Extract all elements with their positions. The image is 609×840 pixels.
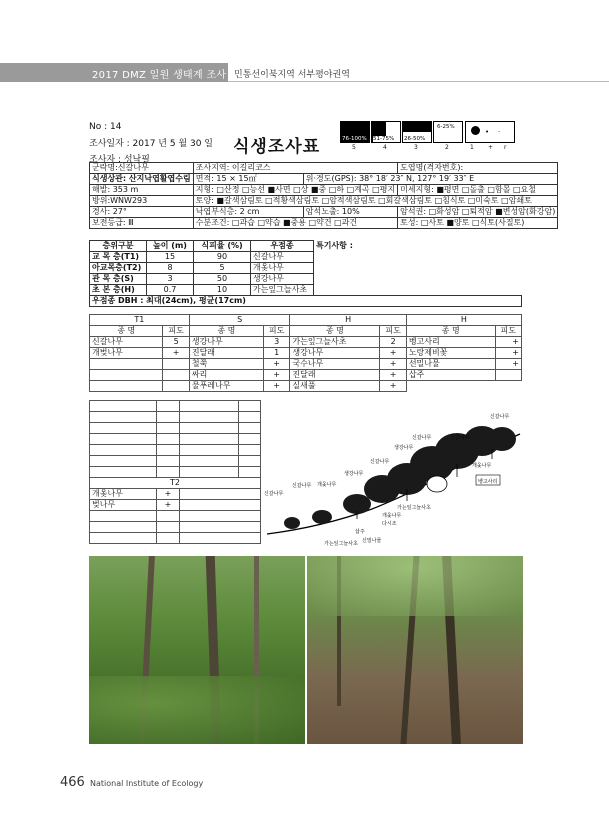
cover-header: 피도 [263,326,289,337]
species-name: 개벚나무 [90,348,163,359]
surveyor: 조사자 : 성낙필 [89,155,150,165]
blank-row [90,456,261,467]
layer-height: 0.7 [147,285,194,296]
species-name: 신갈나무 [90,337,163,348]
species-row [90,370,522,381]
diagram-label: 신갈나무 [490,414,510,420]
empty-cell [90,401,157,412]
layer-table [89,240,522,307]
empty-cell [156,467,179,478]
diagram-label: 신갈나무 [370,459,390,465]
species-cover: + [495,359,521,370]
species-name: 선밀나물 [406,359,495,370]
empty-cell [163,370,189,381]
empty-cell [239,423,261,434]
species-name-header: 종 명 [290,326,380,337]
species-cover: + [495,337,521,348]
empty-cell [406,381,495,392]
species-cover: + [263,381,289,392]
gps-coordinates: 위·경도(GPS): 38° 18′ 23″ N, 127° 19′ 33″ E [303,174,558,185]
empty-cell [163,381,189,392]
empty-cell [90,445,157,456]
site-row-6 [90,218,558,229]
header-box [0,63,228,82]
species-cover: 3 [263,337,289,348]
site-row-5 [90,207,558,218]
diagram-label: 신갈나무 [292,483,312,489]
diagram-label: 개옻나무 [382,513,402,519]
layer-dominant: 신갈나무 [251,252,314,263]
species-name: 벚나무 [90,500,157,511]
litter-layer: 낙엽부식층: 2 cm [193,207,303,218]
species-cover: + [380,370,406,381]
layer-height: 3 [147,274,194,285]
empty-cell [156,423,179,434]
empty-cell [90,467,157,478]
species-cover: + [263,359,289,370]
species-cover [495,370,521,381]
legend-value-r: r [504,144,507,151]
species-cover: + [380,359,406,370]
cover-col-header: 식피율 (%) [194,241,251,252]
legend-small-swatch [465,121,515,143]
species-row [90,489,261,500]
empty-cell [90,370,163,381]
legend-value-1: 1 [470,144,474,151]
species-name: 노랑제비꽃 [406,348,495,359]
species-row [90,381,522,392]
empty-cell [90,511,157,522]
survey-area: 조사지역: 이길리코스 [193,163,397,174]
species-name: 실새풀 [290,381,380,392]
species-name: 철쭉 [189,359,263,370]
rock-exposure: 암석노출: 10% [303,207,397,218]
species-cover: + [163,348,189,359]
empty-cell [90,456,157,467]
header-subtitle: 민통선이북지역 서부평야권역 [234,70,350,80]
diagram-label: 다시조 [382,521,397,527]
site-photo-2 [307,556,523,744]
empty-cell [239,401,261,412]
header-rule [228,81,609,82]
map-sheet: 도엽명(격자번호): [398,163,558,174]
layer-cover: 10 [194,285,251,296]
diagram-label: 개옻나무 [317,482,337,488]
species-name: 국수나무 [290,359,380,370]
diagram-label: 생강나무 [344,471,364,477]
diagram-label: 가는잎그늘사초 [324,541,358,547]
legend-value-plus: + [488,144,494,151]
conservation-grade: 보전등급: Ⅲ [90,218,194,229]
remarks-label: 특기사항 : [314,241,522,296]
empty-cell [90,359,163,370]
dominant-col-header: 우점종 [251,241,314,252]
plot-area: 면적: 15 × 15㎡ [193,174,303,185]
diagram-label: 신갈나무 [450,435,470,441]
layer-name: 교 목 층(T1) [90,252,147,263]
empty-cell [156,522,179,533]
empty-cell [180,401,239,412]
group-h1: H [290,315,406,326]
diagram-label: 생강나무 [394,445,414,451]
species-name: 벵고사리 [406,337,495,348]
empty-cell [239,445,261,456]
diagram-label: 신갈나무 [264,491,284,497]
empty-cell [180,423,239,434]
empty-cell [180,456,239,467]
legend-value-2: 2 [445,144,449,151]
species-row [90,500,261,511]
species-cover: + [156,500,179,511]
empty-cell [163,359,189,370]
layer-col-header: 층위구분 [90,241,147,252]
vegetation-profile-diagram [262,409,524,554]
undergrowth [89,676,305,744]
empty-cell [180,522,261,533]
species-name: 삽주 [406,370,495,381]
species-cover: 2 [380,337,406,348]
empty-cell [90,522,157,533]
species-row [90,348,522,359]
site-photo-1 [89,556,305,744]
layer-dominant: 생강나무 [251,274,314,285]
blank-row [90,401,261,412]
empty-cell [180,500,261,511]
empty-cell [156,434,179,445]
layer-dominant: 개옻나무 [251,263,314,274]
legend-swatch-3 [402,121,432,143]
topography: 지형: □산정 □능선 ■사면 □상 ■중 □하 □계곡 □평지 [193,185,397,196]
empty-cell [156,533,179,544]
vegetation-physiognomy: 식생상관: 산지낙엽활엽수림 [90,174,194,185]
diagram-label: 벵고사리 [478,479,498,485]
species-row [90,359,522,370]
legend-swatch-2 [433,121,463,143]
cover-header: 피도 [163,326,189,337]
legend-value-3: 3 [414,144,418,151]
species-cover: + [380,348,406,359]
species-cover: + [263,370,289,381]
legend-swatch-5 [340,121,370,143]
site-row-2 [90,174,558,185]
species-cover: 1 [263,348,289,359]
legend-dot-small: • [485,128,490,136]
blank-row [90,445,261,456]
dbh-row [90,296,522,307]
slope: 경사: 27° [90,207,194,218]
empty-cell [180,412,239,423]
empty-cell [90,533,157,544]
blank-row [90,412,261,423]
micro-topography: 미세지형: ■평면 □돌출 □함몰 □요철 [398,185,558,196]
t2-table [89,400,261,544]
empty-cell [156,401,179,412]
blank-row [90,423,261,434]
empty-cell [180,467,239,478]
empty-cell [180,511,261,522]
layer-header-row [90,241,522,252]
layer-dominant: 가는잎그늘사초 [251,285,314,296]
species-cover: + [380,381,406,392]
page-number: 466 [60,775,85,790]
empty-cell [156,412,179,423]
group-s: S [189,315,290,326]
cover-header: 피도 [380,326,406,337]
site-row-3 [90,185,558,196]
species-name: 물푸레나무 [189,381,263,392]
site-row-1 [90,163,558,174]
species-name: 가는잎그늘사초 [290,337,380,348]
aspect: 방위:WNW293 [90,196,194,207]
diagram-label: 삽주 [355,529,365,535]
running-header [0,63,609,82]
legend-label-2: 6-25% [437,124,455,130]
legend-dot-large [471,126,480,135]
species-name: 생강나무 [189,337,263,348]
empty-cell [90,434,157,445]
community-name: 군락명:신갈나무 [90,163,194,174]
layer-name: 초 본 층(H) [90,285,147,296]
bedrock: 암석권: □화성암 □퇴적암 ■변성암(화강암) [398,207,558,218]
form-title: 식생조사표 [233,137,321,157]
layer-height: 15 [147,252,194,263]
footer-org: National Institute of Ecology [90,779,204,788]
empty-cell [495,381,521,392]
empty-cell [180,445,239,456]
species-cover: + [495,348,521,359]
blank-row [90,434,261,445]
blank-row [90,467,261,478]
species-cover: 5 [163,337,189,348]
group-t2: T2 [90,478,261,489]
soil-texture: 토성: □사토 ■양토 □식토(사질토) [398,218,558,229]
empty-cell [180,489,261,500]
legend-label-5: 76-100% [342,136,367,142]
diagram-label: 신밀나물 [362,538,382,544]
cover-header: 피도 [495,326,521,337]
group-h2: H [406,315,521,326]
empty-cell [90,412,157,423]
species-name: 진달래 [290,370,380,381]
layer-height: 8 [147,263,194,274]
layer-cover: 50 [194,274,251,285]
diagram-label: 신갈나무 [412,435,432,441]
diagram-label: 개옻나무 [472,463,492,469]
survey-date: 조사일자 : 2017 년 5 월 30 일 [89,139,213,149]
soil-type: 토양: ■갈색삼림토 □적황색삼림토 □암적색삼림토 □회갈색삼림토 □침식토 □미숙토 □암쇄토 [193,196,558,207]
species-cover: + [156,489,179,500]
legend-dot-tiny: · [498,128,501,136]
species-name: 생강나무 [290,348,380,359]
diagram-label: 가는잎그늘사초 [397,505,431,511]
empty-cell [239,434,261,445]
site-info-table [89,162,558,229]
layer-name: 관 목 층(S) [90,274,147,285]
species-name-header: 종 명 [90,326,163,337]
empty-cell [156,456,179,467]
rock-icon [427,476,447,492]
group-t1: T1 [90,315,190,326]
species-name: 싸리 [189,370,263,381]
species-group-row [90,315,522,326]
legend-swatch-4 [371,121,401,143]
species-row [90,337,522,348]
species-table [89,314,522,392]
dominant-dbh: 우점종 DBH : 최대(24cm), 평균(17cm) [90,296,522,307]
empty-cell [90,381,163,392]
empty-cell [239,467,261,478]
layer-cover: 5 [194,263,251,274]
species-name-header: 종 명 [189,326,263,337]
empty-cell [239,412,261,423]
species-header-row [90,326,522,337]
blank-row [90,533,261,544]
t2-header-row [90,478,261,489]
layer-name: 아교목층(T2) [90,263,147,274]
empty-cell [156,511,179,522]
legend-value-5: 5 [352,144,356,151]
legend-label-3: 26-50% [404,136,426,142]
layer-cover: 90 [194,252,251,263]
empty-cell [180,434,239,445]
elevation: 해발: 353 m [90,185,194,196]
legend-label-4: 51-75% [373,136,395,142]
empty-cell [156,445,179,456]
canopy [307,556,523,616]
header-title: 2017 DMZ 일원 생태계 조사 [92,70,227,81]
legend-value-4: 4 [383,144,387,151]
empty-cell [239,456,261,467]
moisture-condition: 수분조건: □과습 □약습 ■중용 □약건 □과건 [193,218,397,229]
site-row-4 [90,196,558,207]
blank-row [90,511,261,522]
height-col-header: 높이 (m) [147,241,194,252]
species-name-header: 종 명 [406,326,495,337]
survey-number: No : 14 [89,122,122,132]
blank-row [90,522,261,533]
empty-cell [180,533,261,544]
species-name: 진달래 [189,348,263,359]
empty-cell [90,423,157,434]
species-name: 개옻나무 [90,489,157,500]
